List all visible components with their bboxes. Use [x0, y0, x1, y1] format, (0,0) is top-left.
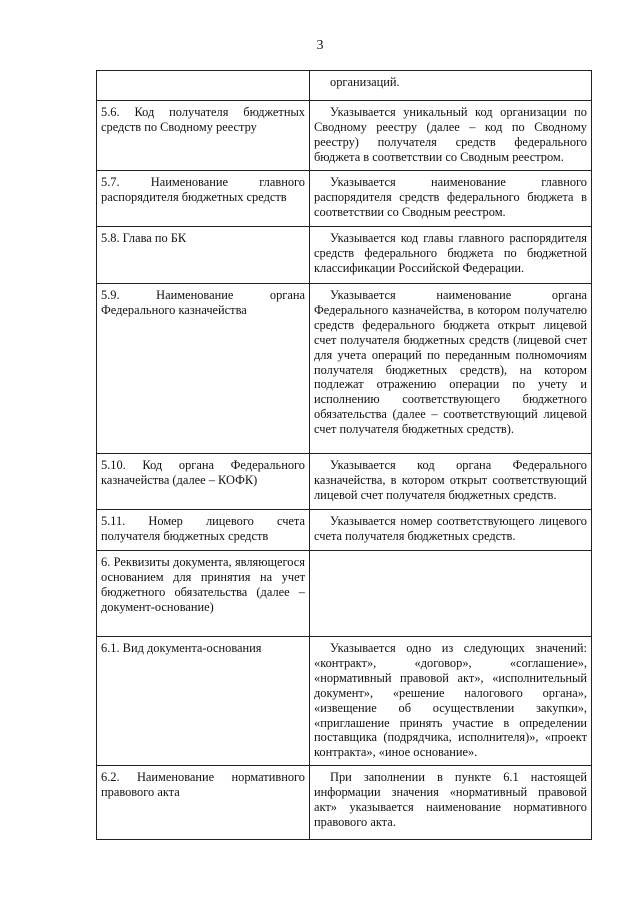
row-description-cell: Указывается наименование органа Федерального казначейства, в котором получателю средств федерального бюджета открыт лицевой счет получателя бюджетных средств (лицевой счет для учета операций по переданным полномочиям получателя бюджетных средств), на котором подлежат отражению операции по учету и исполнению соответствующего бюджетного обязательства (далее – соответствующий лицевой счет получателя бюджетных средств).: [310, 284, 592, 454]
table-row: [97, 637, 592, 766]
row-description-cell: [310, 551, 592, 637]
table-row: [97, 101, 592, 171]
row-description-cell: Указывается код главы главного распорядителя средств федерального бюджета по бюджетной классификации Российской Федерации.: [310, 227, 592, 284]
row-label-cell: 6.1. Вид документа-основания: [97, 637, 310, 766]
row-label-cell: 5.10. Код органа Федерального казначейства (далее – КОФК): [97, 454, 310, 510]
row-description-cell: При заполнении в пункте 6.1 настоящей информации значения «нормативный правовой акт» указывается наименование нормативного правового акта.: [310, 766, 592, 840]
table-row: [97, 551, 592, 637]
row-description-cell: Указывается уникальный код организации по Сводному реестру (далее – код по Сводному реестру) получателя средств федерального бюджета в соответствии со Сводным реестром.: [310, 101, 592, 171]
row-label-cell: 5.9. Наименование органа Федерального казначейства: [97, 284, 310, 454]
row-label-cell: 5.6. Код получателя бюджетных средств по Сводному реестру: [97, 101, 310, 171]
row-label-cell: 6.2. Наименование нормативного правового акта: [97, 766, 310, 840]
table-row: [97, 71, 592, 101]
row-label-cell: [97, 71, 310, 101]
row-label-cell: 5.7. Наименование главного распорядителя бюджетных средств: [97, 171, 310, 227]
page-number: 3: [316, 38, 324, 53]
row-label-cell: 5.8. Глава по БК: [97, 227, 310, 284]
row-description-cell: организаций.: [310, 71, 592, 101]
table-row: [97, 766, 592, 840]
row-label-cell: 6. Реквизиты документа, являющегося основанием для принятия на учет бюджетного обязательства (далее – документ-основание): [97, 551, 310, 637]
table-row: [97, 171, 592, 227]
row-description-cell: Указывается код органа Федерального казначейства, в котором открыт соответствующий лицевой счет получателя бюджетных средств.: [310, 454, 592, 510]
table-row: [97, 454, 592, 510]
requisites-table: [96, 70, 592, 840]
table-row: [97, 510, 592, 551]
table-row: [97, 227, 592, 284]
row-description-cell: Указывается одно из следующих значений: «контракт», «договор», «соглашение», «нормативный правовой акт», «исполнительный документ», «решение налогового органа», «извещение об осуществлении закупки», «приглашение принять участие в определении поставщика (подрядчика, исполнителя)», «проект контракта», «иное основание».: [310, 637, 592, 766]
row-label-cell: 5.11. Номер лицевого счета получателя бюджетных средств: [97, 510, 310, 551]
row-description-cell: Указывается наименование главного распорядителя средств федерального бюджета в соответствии со Сводным реестром.: [310, 171, 592, 227]
table-row: [97, 284, 592, 454]
row-description-cell: Указывается номер соответствующего лицевого счета получателя бюджетных средств.: [310, 510, 592, 551]
